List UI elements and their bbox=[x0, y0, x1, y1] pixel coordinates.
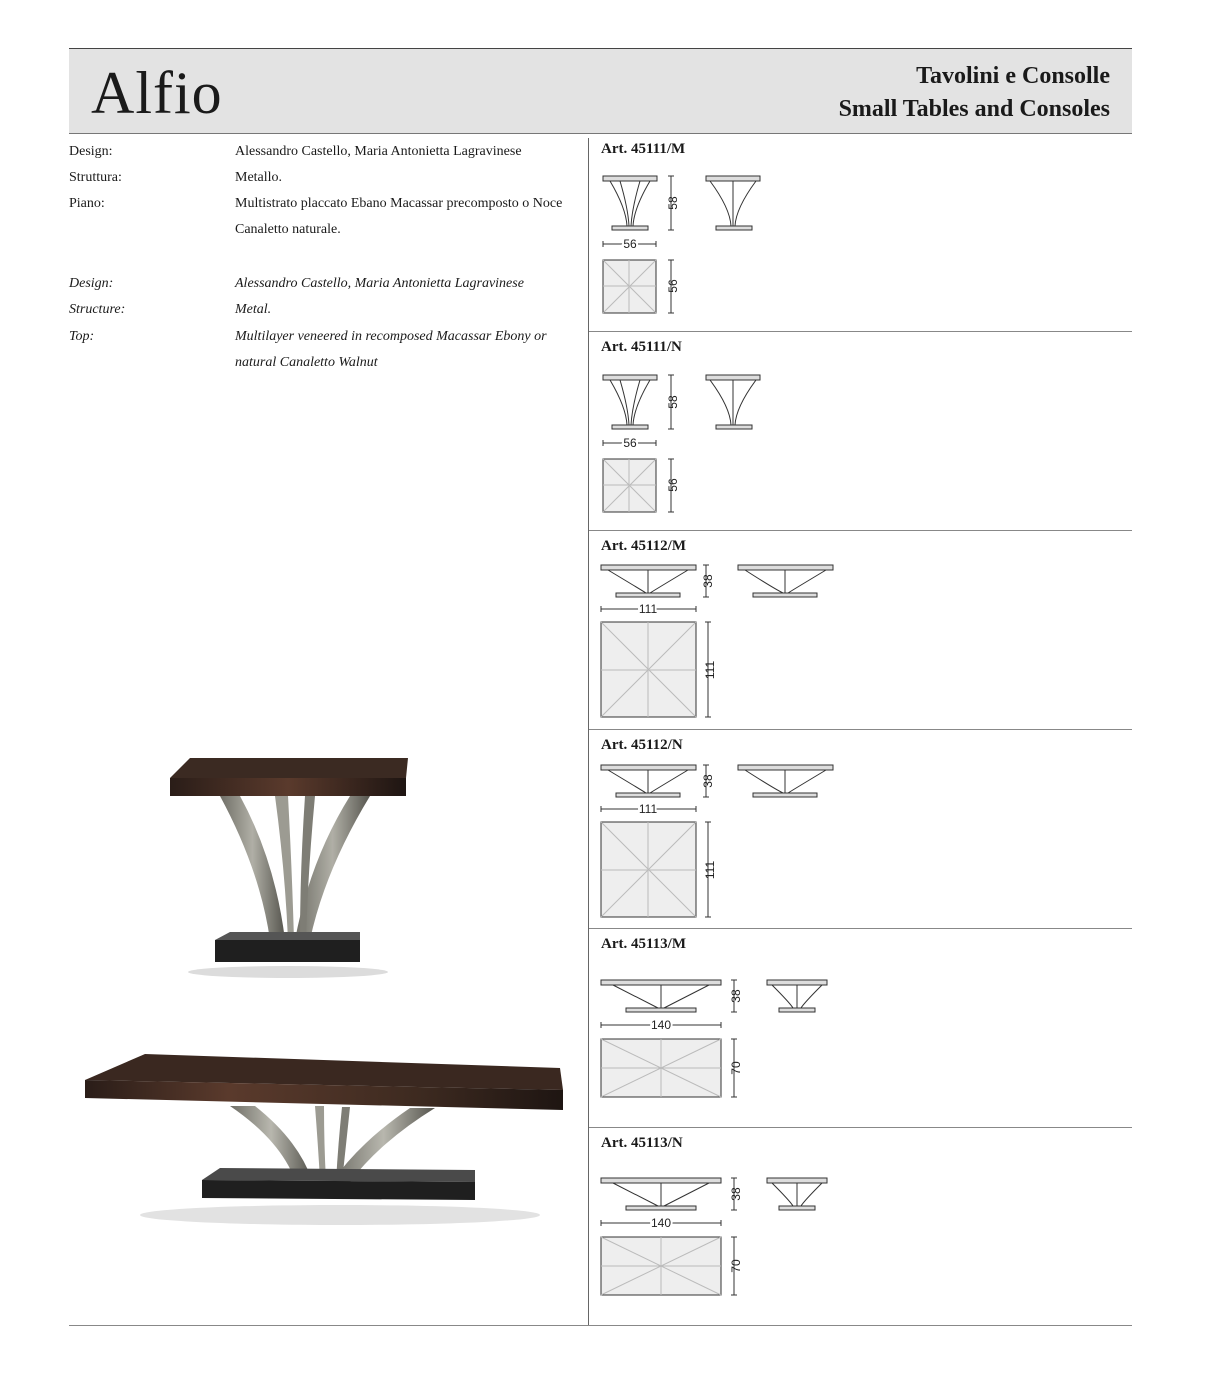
depth-label: 111 bbox=[703, 860, 717, 880]
width-label: 111 bbox=[638, 602, 658, 616]
column-divider bbox=[588, 138, 589, 1326]
category-block bbox=[839, 60, 1110, 126]
depth-label: 70 bbox=[729, 1259, 743, 1273]
width-label: 111 bbox=[638, 802, 658, 816]
drawing-45111-m bbox=[598, 168, 798, 318]
height-label: 58 bbox=[666, 196, 680, 210]
article-code: Art. 45113/N bbox=[601, 1135, 683, 1151]
width-label: 140 bbox=[650, 1216, 672, 1230]
height-label: 58 bbox=[666, 395, 680, 409]
spec-value: Alessandro Castello, Maria Antonietta Lagravinese bbox=[235, 144, 522, 159]
depth-label: 111 bbox=[703, 660, 717, 680]
width-label: 56 bbox=[623, 436, 637, 450]
height-label: 38 bbox=[729, 1187, 743, 1201]
spec-value: Alessandro Castello, Maria Antonietta Lagravinese bbox=[235, 276, 524, 291]
article-code: Art. 45112/N bbox=[601, 737, 683, 753]
drawing-45111-n bbox=[598, 367, 798, 517]
article-code: Art. 45111/N bbox=[601, 339, 682, 355]
article-code: Art. 45111/M bbox=[601, 141, 686, 157]
spec-label: Structure: bbox=[69, 302, 126, 317]
section-divider bbox=[589, 729, 1132, 730]
product-name: Alfio bbox=[91, 60, 223, 126]
section-divider bbox=[589, 331, 1132, 332]
spec-label: Design: bbox=[69, 144, 113, 159]
width-label: 56 bbox=[623, 237, 637, 251]
section-divider bbox=[589, 530, 1132, 531]
drawing-45113-n bbox=[598, 1173, 858, 1303]
photo-coffee-table bbox=[80, 1050, 570, 1235]
spec-value: Metal. bbox=[235, 302, 272, 317]
drawing-45112-m bbox=[598, 560, 858, 725]
section-divider bbox=[589, 1127, 1132, 1128]
article-code: Art. 45113/M bbox=[601, 936, 686, 952]
spec-label: Struttura: bbox=[69, 170, 122, 185]
width-label: 140 bbox=[650, 1018, 672, 1032]
category-italian: Tavolini e Consolle bbox=[916, 63, 1110, 89]
depth-label: 56 bbox=[666, 279, 680, 293]
height-label: 38 bbox=[729, 989, 743, 1003]
height-label: 38 bbox=[701, 574, 715, 588]
spec-label: Design: bbox=[69, 276, 114, 291]
photo-side-table bbox=[160, 750, 420, 985]
spec-label: Piano: bbox=[69, 196, 105, 211]
depth-label: 70 bbox=[729, 1061, 743, 1075]
spec-value: Multilayer veneered in recomposed Macassar Ebony or natural Canaletto Walnut bbox=[235, 329, 547, 370]
spec-value: Metallo. bbox=[235, 170, 283, 185]
drawing-45113-m bbox=[598, 975, 858, 1105]
height-label: 38 bbox=[701, 774, 715, 788]
drawing-45112-n bbox=[598, 760, 858, 925]
spec-value: Multistrato placcato Ebano Macassar precomposto o Noce Canaletto naturale. bbox=[235, 196, 563, 237]
spec-label: Top: bbox=[69, 329, 95, 344]
article-code: Art. 45112/M bbox=[601, 538, 686, 554]
depth-label: 56 bbox=[666, 478, 680, 492]
page-header bbox=[69, 48, 1132, 134]
category-english: Small Tables and Consoles bbox=[838, 96, 1110, 122]
footer-rule bbox=[69, 1325, 1132, 1326]
section-divider bbox=[589, 928, 1132, 929]
